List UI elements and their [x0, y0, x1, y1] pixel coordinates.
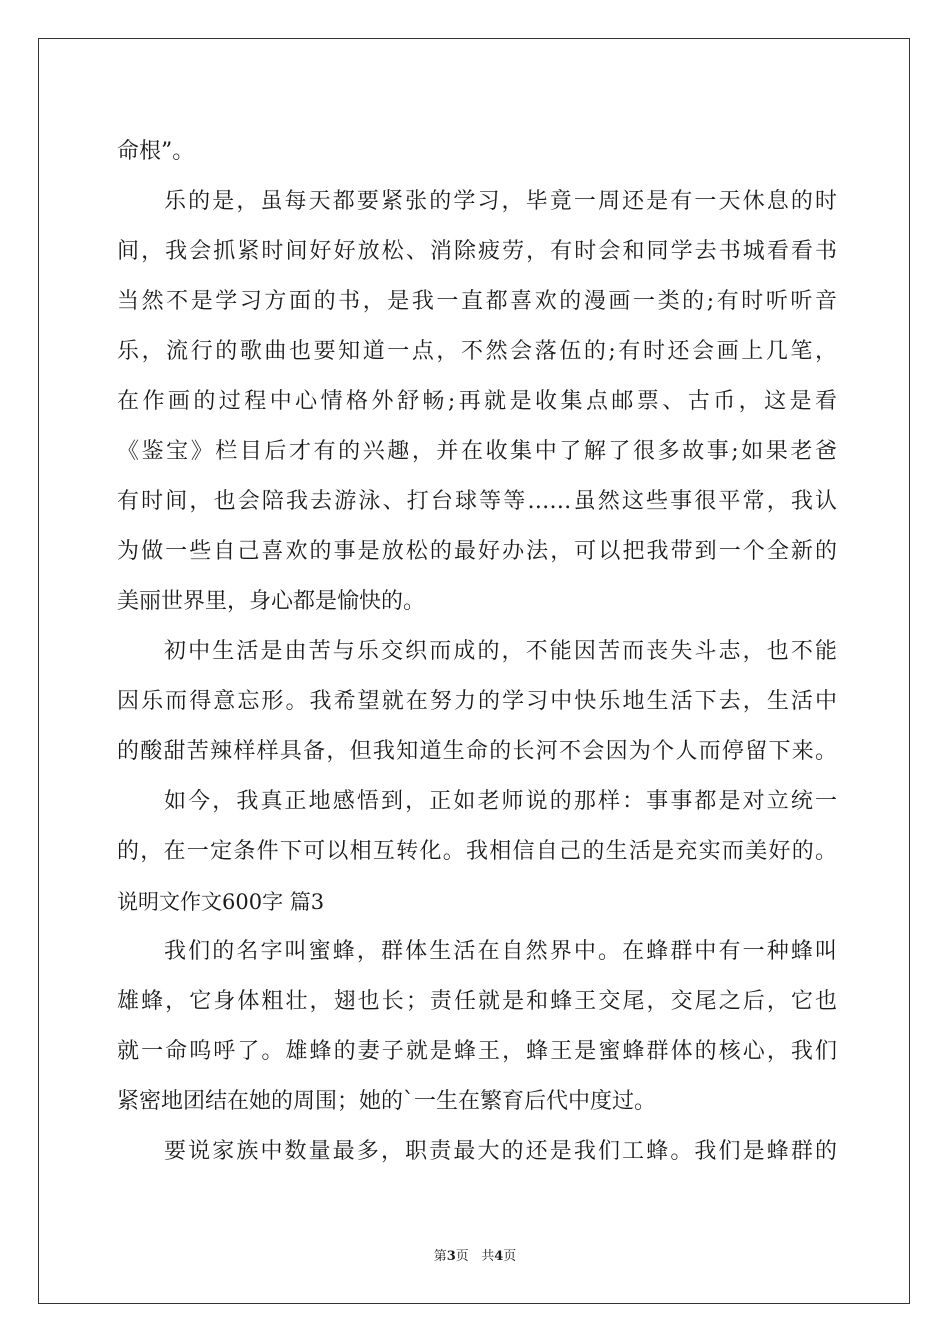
text-line: 我们的名字叫蜜蜂，群体生活在自然界中。在蜂群中有一种蜂叫	[164, 939, 837, 964]
text-line: 当然不是学习方面的书，是我一直都喜欢的漫画一类的;有时听听音	[117, 289, 837, 314]
page-label-prefix: 第	[433, 1249, 447, 1264]
text-line: 间，我会抓紧时间好好放松、消除疲劳，有时会和同学去书城看看书	[117, 239, 837, 264]
text-line: 要说家族中数量最多，职责最大的还是我们工蜂。我们是蜂群的	[164, 1139, 837, 1164]
text-line: 的，在一定条件下可以相互转化。我相信自己的生活是充实而美好的。	[117, 839, 837, 864]
text-line: 初中生活是由苦与乐交织而成的，不能因苦而丧失斗志，也不能	[164, 639, 837, 664]
total-pages: 4	[494, 1249, 504, 1264]
text-line: 的酸甜苦辣样样具备，但我知道生命的长河不会因为个人而停留下来。	[117, 739, 837, 764]
text-line: 雄蜂，它身体粗壮，翅也长；责任就是和蜂王交尾，交尾之后，它也	[117, 989, 837, 1014]
total-label-prefix: 共	[481, 1249, 495, 1264]
text-line: 美丽世界里，身心都是愉快的。	[117, 589, 426, 614]
document-body	[117, 127, 837, 1177]
text-line: 就一命呜呼了。雄蜂的妻子就是蜂王，蜂王是蜜蜂群体的核心，我们	[117, 1039, 837, 1064]
section-heading: 说明文作文600字 篇3	[117, 890, 325, 914]
text-line: 为做一些自己喜欢的事是放松的最好办法，可以把我带到一个全新的	[117, 539, 837, 564]
text-line: 在作画的过程中心情格外舒畅;再就是收集点邮票、古币，这是看	[117, 389, 837, 414]
text-line: 有时间，也会陪我去游泳、打台球等等……虽然这些事很平常，我认	[117, 489, 837, 514]
text-line: 乐，流行的歌曲也要知道一点，不然会落伍的;有时还会画上几笔，	[117, 339, 837, 364]
text-line: 乐的是，虽每天都要紧张的学习，毕竟一周还是有一天休息的时	[164, 189, 837, 214]
text-line: 因乐而得意忘形。我希望就在努力的学习中快乐地生活下去，生活中	[117, 689, 837, 714]
text-line: 紧密地团结在她的周围；她的`一生在繁育后代中度过。	[117, 1089, 657, 1114]
text-line: 《鉴宝》栏目后才有的兴趣，并在收集中了解了很多故事;如果老爸	[117, 439, 837, 464]
text-line: 命根”。	[117, 139, 195, 164]
page-footer	[0, 1245, 950, 1264]
text-line: 如今，我真正地感悟到，正如老师说的那样：事事都是对立统一	[164, 789, 837, 814]
page-number: 3	[446, 1249, 456, 1264]
total-label-suffix: 页	[503, 1249, 517, 1264]
page-label-suffix: 页	[455, 1249, 469, 1264]
